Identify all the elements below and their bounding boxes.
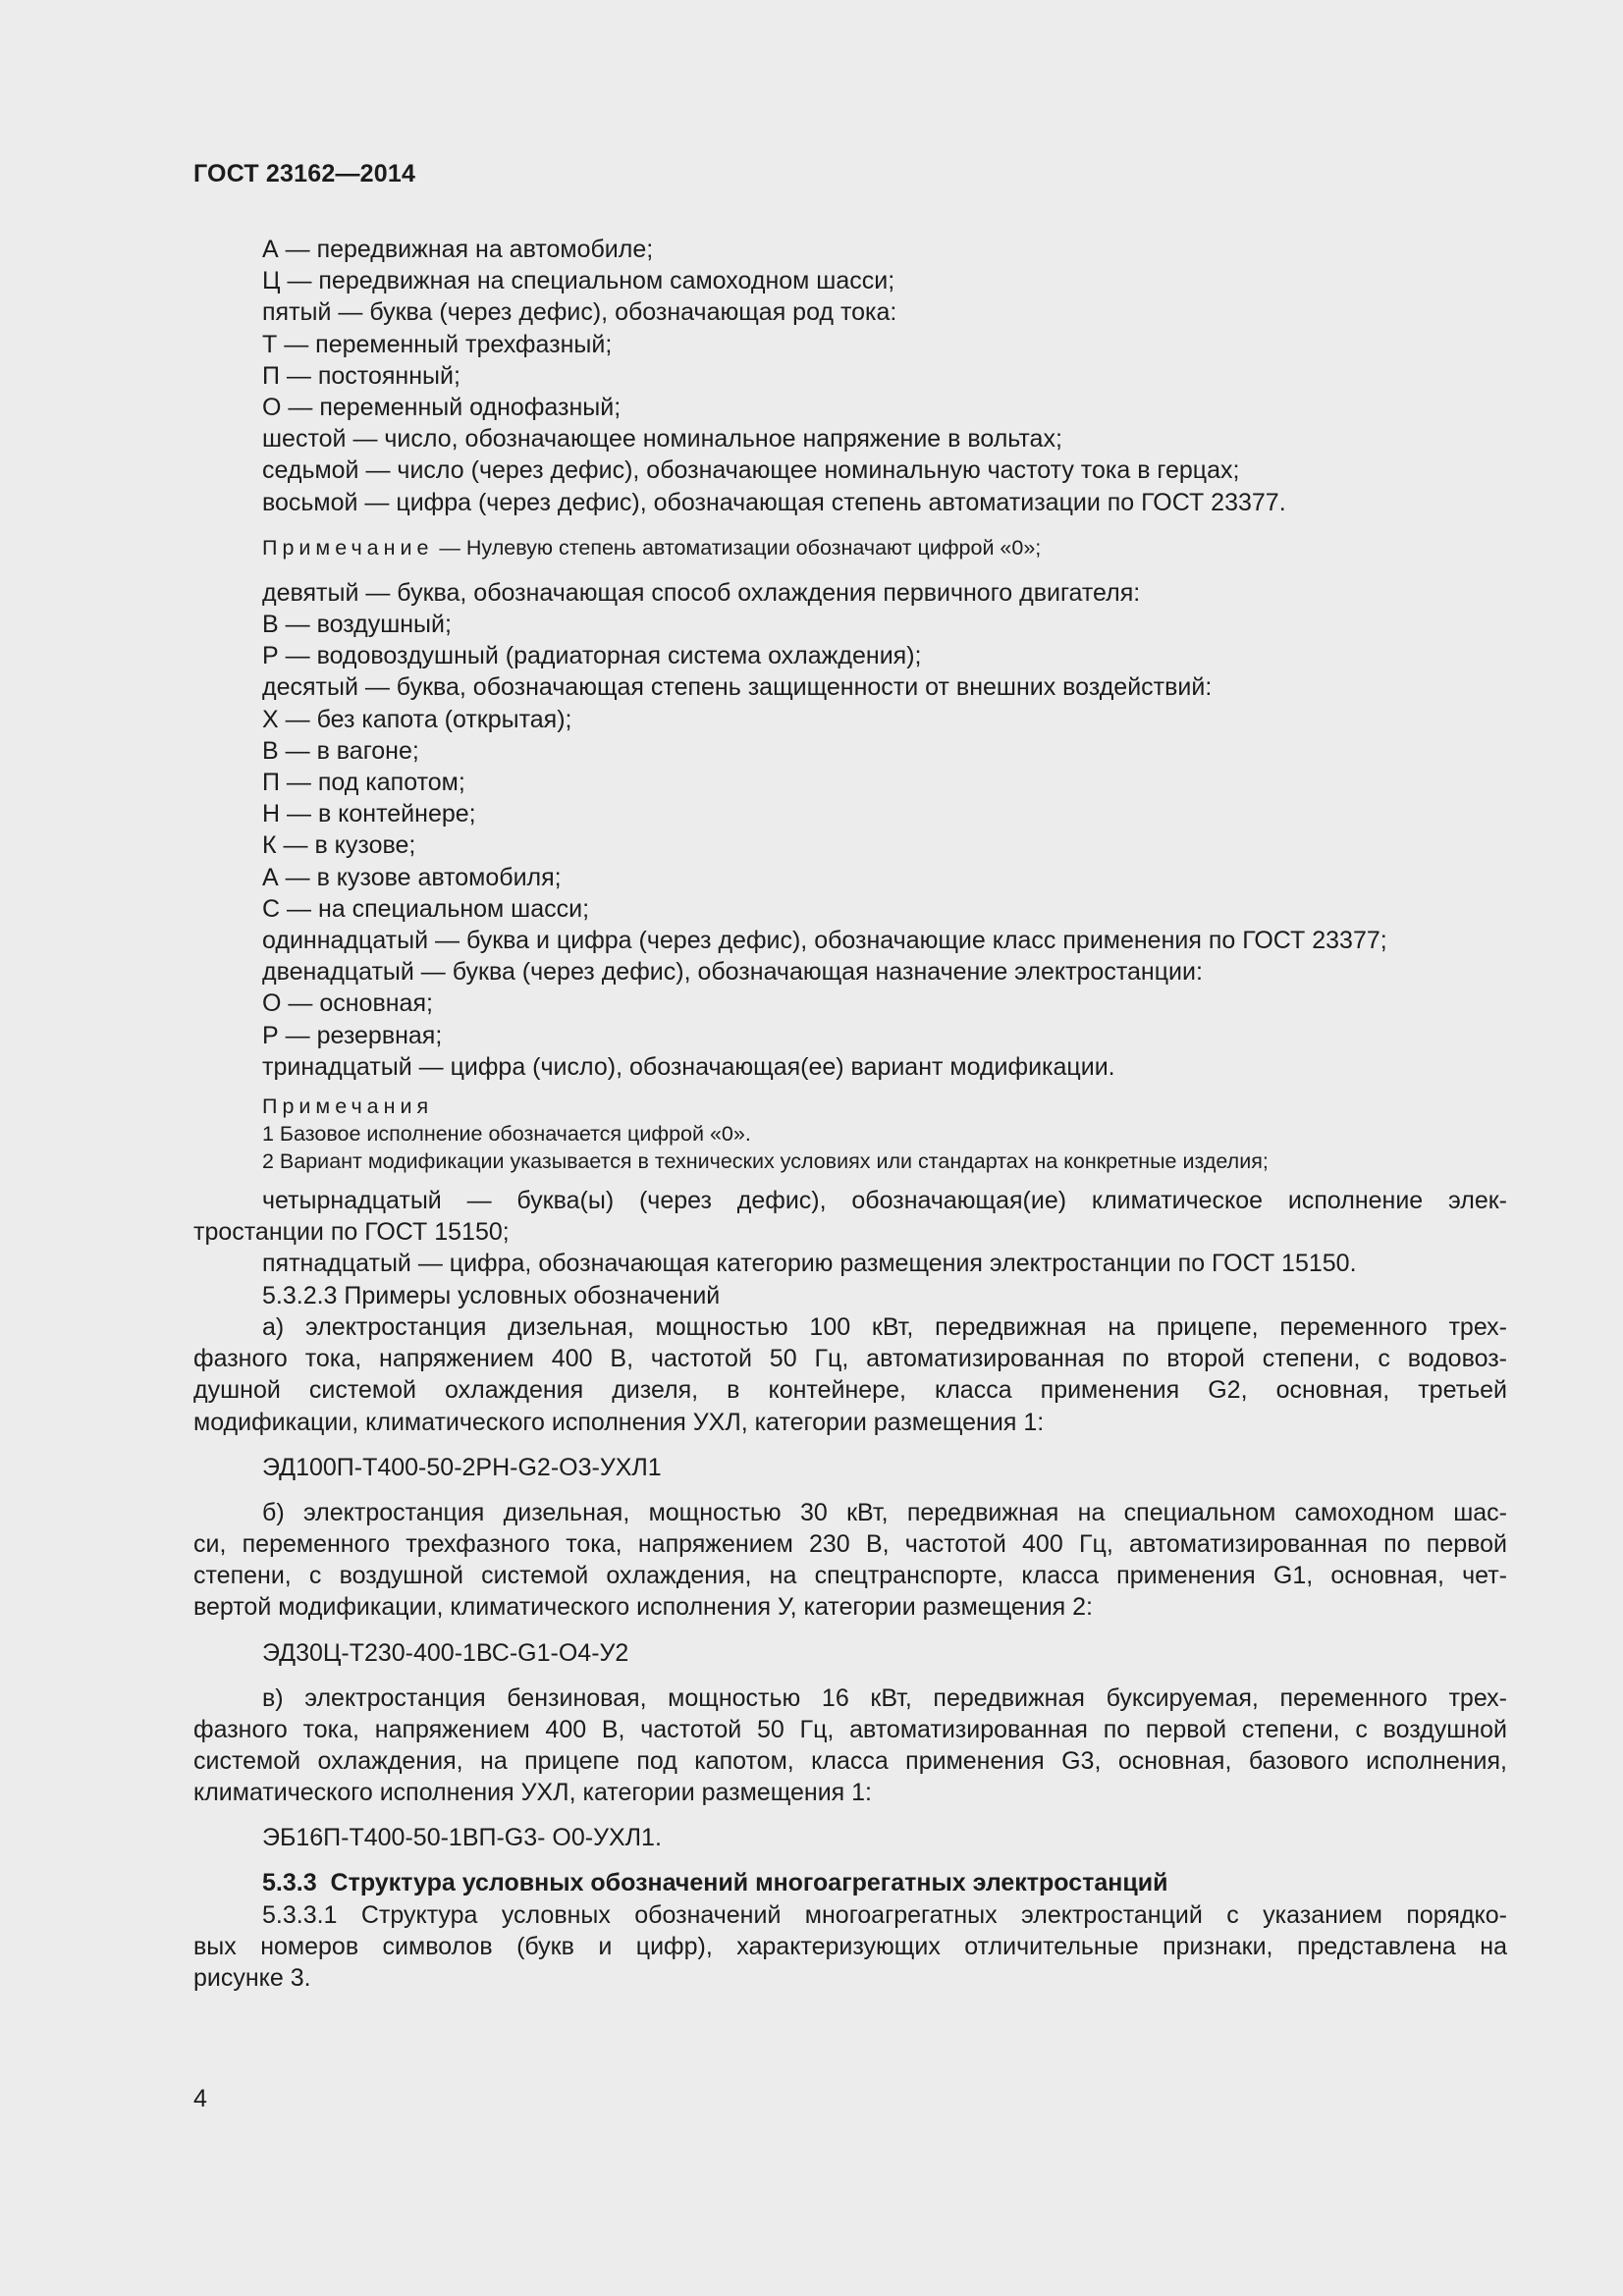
list-item: Н — в контейнере; [262,800,476,828]
list-cooling-protection [193,577,1507,1083]
text-line: климатического исполнения УХЛ, категории размещения 1: [193,1779,873,1807]
list-item: Р — резервная; [262,1021,443,1049]
list-item: П — под капотом; [262,769,465,797]
text-line: а) электростанция дизельная, мощностью 100 кВт, передвижная на прицепе, переменного трех- [262,1312,1507,1341]
note-text: — Нулевую степень автоматизации обозначают цифрой «0»; [433,535,1042,560]
text-line: вых номеров символов (букв и цифр), характеризующих отличительные признаки, представлена на [193,1932,1507,1960]
section-title: Структура условных обозначений многоагрегатных электростанций [330,1869,1168,1897]
section-number: 5.3.3 [262,1869,317,1897]
text-line: в) электростанция бензиновая, мощностью 16 кВт, передвижная буксируемая, переменного трех- [262,1683,1507,1712]
page-number: 4 [193,2085,207,2112]
list-item: седьмой — число (через дефис), обозначающее номинальную частоту тока в герцах; [262,456,1240,485]
text-line: фазного тока, напряжением 400 В, частотой 50 Гц, автоматизированная по второй степени, с водовоз- [193,1345,1507,1373]
list-item: одиннадцатый — буква и цифра (через дефис), обозначающие класс применения по ГОСТ 23377; [262,927,1387,955]
example-c [193,1682,1507,1868]
text-line: рисунке 3. [193,1963,311,1992]
list-item: двенадцатый — буква (через дефис), обозначающая назначение электростанции: [262,958,1203,987]
list-item: восьмой — цифра (через дефис), обозначающая степень автоматизации по ГОСТ 23377. [262,488,1286,516]
text-line: модификации, климатического исполнения УХЛ, категории размещения 1: [193,1408,1045,1436]
text-line: степени, с воздушной системой охлаждения, на спецтранспорте, класса применения G1, основная, чет- [193,1562,1507,1590]
list-item: десятый — буква, обозначающая степень защищенности от внешних воздействий: [262,673,1213,702]
document-body [193,234,1507,1994]
document-header: ГОСТ 23162—2014 [193,160,416,187]
list-item: О — переменный однофазный; [262,394,622,422]
list-item: А — в кузове автомобиля; [262,863,562,891]
text-line: четырнадцатый — буква(ы) (через дефис), обозначающая(ие) климатическое исполнение элек- [262,1187,1507,1215]
list-transport [193,234,1507,518]
list-item: Х — без капота (открытая); [262,705,572,733]
note-label: Примечание [262,535,434,560]
notes-modification [193,1093,1507,1175]
list-item: С — на специальном шасси; [262,894,590,923]
section-heading-5-3-2-3: 5.3.2.3 Примеры условных обозначений [262,1281,721,1309]
list-item: тринадцатый — цифра (число), обозначающая(ее) вариант модификации. [262,1052,1115,1081]
list-item: пятый — буква (через дефис), обозначающая род тока: [262,298,897,327]
section-heading-5-3-3 [193,1867,1507,1898]
list-item: девятый — буква, обозначающая способ охлаждения первичного двигателя: [262,578,1141,607]
text-line: си, переменного трехфазного тока, напряжением 230 В, частотой 400 Гц, автоматизированная по первой [193,1529,1507,1558]
list-item: В — в вагоне; [262,736,419,765]
designation-code: ЭД30Ц-Т230-400-1ВС-G1-О4-У2 [262,1638,629,1667]
paragraph-placement: пятнадцатый — цифра, обозначающая категорию размещения электростанции по ГОСТ 15150. [262,1250,1357,1278]
notes-label: Примечания [262,1095,434,1119]
example-a [193,1311,1507,1497]
list-item: К — в кузове; [262,831,416,860]
note-automation [193,534,1507,561]
example-b [193,1497,1507,1682]
list-item: Р — водовоздушный (радиаторная система охлаждения); [262,642,922,670]
list-item: В — воздушный; [262,611,452,639]
text-line: тростанции по ГОСТ 15150; [193,1218,510,1247]
paragraph-5-3-3-1 [193,1899,1507,1995]
list-item: П — постоянный; [262,361,460,390]
text-line: душной системой охлаждения дизеля, в контейнере, класса применения G2, основная, третьей [193,1376,1507,1405]
list-item: шестой — число, обозначающее номинальное напряжение в вольтах; [262,425,1062,454]
list-item: А — передвижная на автомобиле; [262,236,654,263]
text-line: б) электростанция дизельная, мощностью 30 кВт, передвижная на специальном самоходном шас- [262,1498,1507,1526]
text-line: фазного тока, напряжением 400 В, частотой 50 Гц, автоматизированная по первой степени, с воздушной [193,1715,1507,1743]
text-line: системой охлаждения, на прицепе под капотом, класса применения G3, основная, базового исполнения, [193,1746,1507,1775]
paragraph-climatic [193,1185,1507,1248]
note-item: 2 Вариант модификации указывается в технических условиях или стандартах на конкретные изделия; [262,1149,1269,1174]
designation-code: ЭД100П-Т400-50-2РН-G2-О3-УХЛ1 [262,1453,662,1481]
list-item: Ц — передвижная на специальном самоходном шасси; [262,267,895,295]
note-item: 1 Базовое исполнение обозначается цифрой «0». [262,1122,751,1147]
text-line: вертой модификации, климатического исполнения У, категории размещения 2: [193,1593,1094,1622]
designation-code: ЭБ16П-Т400-50-1ВП-G3- О0-УХЛ1. [262,1824,662,1852]
list-item: О — основная; [262,989,433,1018]
list-item: Т — переменный трехфазный; [262,330,613,358]
text-line: 5.3.3.1 Структура условных обозначений многоагрегатных электростанций с указанием порядко- [262,1900,1507,1929]
